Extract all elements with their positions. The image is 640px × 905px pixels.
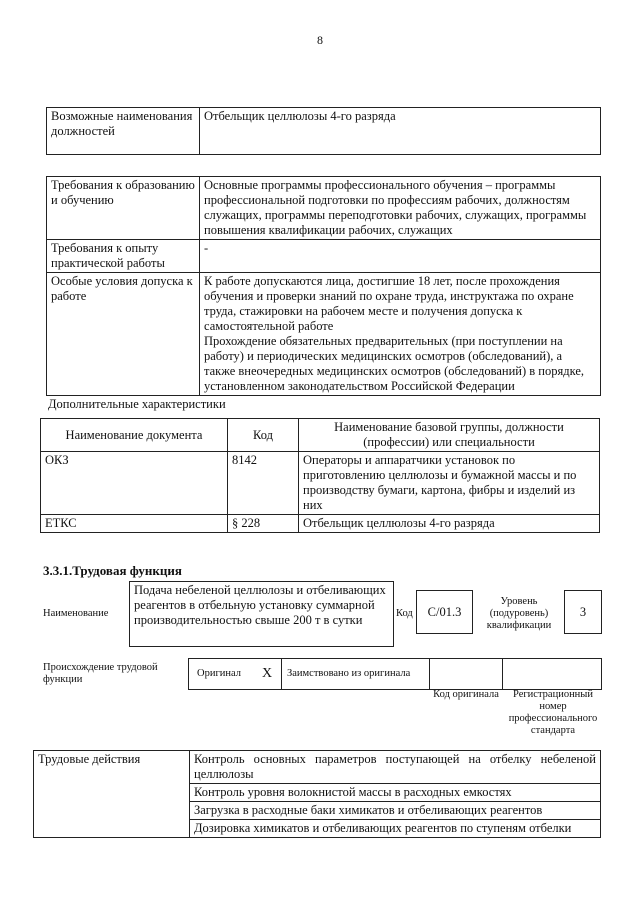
origin-label: Происхождение трудовой функции xyxy=(43,662,158,685)
doc-cell: ЕТКС xyxy=(41,515,228,533)
code-cell: § 228 xyxy=(228,515,299,533)
table-row xyxy=(41,515,600,533)
table-row xyxy=(47,240,601,273)
positions-table xyxy=(46,107,601,155)
table-row xyxy=(41,452,600,515)
function-name-label: Наименование xyxy=(43,608,109,619)
name-cell: Отбельщик целлюлозы 4-го разряда xyxy=(299,515,600,533)
admission-value xyxy=(200,273,601,396)
code-cell: 8142 xyxy=(228,452,299,515)
action-item: Дозировка химикатов и отбеливающих реагентов по ступеням отбелки xyxy=(190,820,601,838)
origin-grid xyxy=(188,658,602,690)
table-row xyxy=(47,273,601,396)
function-name-box xyxy=(129,581,394,647)
name-cell: Операторы и аппаратчики установок по приготовлению целлюлозы и бумажной массы и по производству бумаги, картона, фибры и изделий из них xyxy=(299,452,600,515)
function-level-box xyxy=(564,590,602,634)
origin-divider xyxy=(502,659,503,689)
additional-table xyxy=(40,418,600,533)
action-item: Контроль основных параметров поступающей на отбелку небеленой целлюлозы xyxy=(190,751,601,784)
origin-divider xyxy=(281,659,282,689)
function-code-label: Код xyxy=(396,608,413,619)
action-item: Контроль уровня волокнистой массы в расходных емкостях xyxy=(190,784,601,802)
table-row xyxy=(47,177,601,240)
function-code-value: С/01.3 xyxy=(427,605,462,619)
requirements-table xyxy=(46,176,601,396)
table-row xyxy=(47,108,601,155)
table-row xyxy=(34,751,601,784)
page-number: 8 xyxy=(317,33,323,47)
action-item: Загрузка в расходные баки химикатов и отбеливающих реагентов xyxy=(190,802,601,820)
positions-label: Возможные наименования должностей xyxy=(47,108,200,155)
experience-label: Требования к опыту практической работы xyxy=(47,240,200,273)
actions-label: Трудовые действия xyxy=(34,751,190,838)
doc-cell: ОКЗ xyxy=(41,452,228,515)
function-level-value: 3 xyxy=(579,605,587,619)
positions-value: Отбельщик целлюлозы 4-го разряда xyxy=(200,108,601,155)
education-label: Требования к образованию и обучению xyxy=(47,177,200,240)
admission-text-2: Прохождение обязательных предварительных (при поступлении на работу) и периодических медицинских осмотров (обследований), а также внеочередных медицинских осмотров (обследований) в порядке, установленном законодательством Российской Федерации xyxy=(204,334,585,393)
function-code-box xyxy=(416,590,473,634)
borrowed-label: Заимствовано из оригинала xyxy=(287,668,411,679)
original-label: Оригинал xyxy=(197,668,241,679)
original-mark: X xyxy=(262,666,273,681)
admission-text-1: К работе допускаются лица, достигшие 18 лет, после прохождения обучения и проверки знаний по охране труда, инструктажа по охране труда, стажировки на рабочем месте и получения допуска к самостоятельной работе xyxy=(204,274,574,333)
function-level-label: Уровень (подуровень) квалификации xyxy=(486,596,552,631)
code-header: Код xyxy=(228,419,299,452)
actions-table xyxy=(33,750,601,838)
code-original-caption: Код оригинала xyxy=(433,689,499,700)
admission-label: Особые условия допуска к работе xyxy=(47,273,200,396)
doc-header: Наименование документа xyxy=(41,419,228,452)
additional-heading: Дополнительные характеристики xyxy=(48,397,226,411)
table-header-row xyxy=(41,419,600,452)
function-heading: 3.3.1.Трудовая функция xyxy=(43,563,182,578)
experience-value: - xyxy=(200,240,601,273)
name-header: Наименование базовой группы, должности (профессии) или специальности xyxy=(299,419,600,452)
education-value: Основные программы профессионального обучения – программы профессиональной подготовки по профессиям рабочих, должностям служащих, программы переподготовки рабочих, служащих, программы повышения квалификации рабочих, служащих xyxy=(200,177,601,240)
origin-divider xyxy=(429,659,430,689)
reg-number-caption: Регистрационный номер профессионального стандарта xyxy=(508,689,598,736)
function-name-value: Подача небеленой целлюлозы и отбеливающих реагентов в отбельную установку суммарной производительностью свыше 200 т в сутки xyxy=(134,583,386,627)
